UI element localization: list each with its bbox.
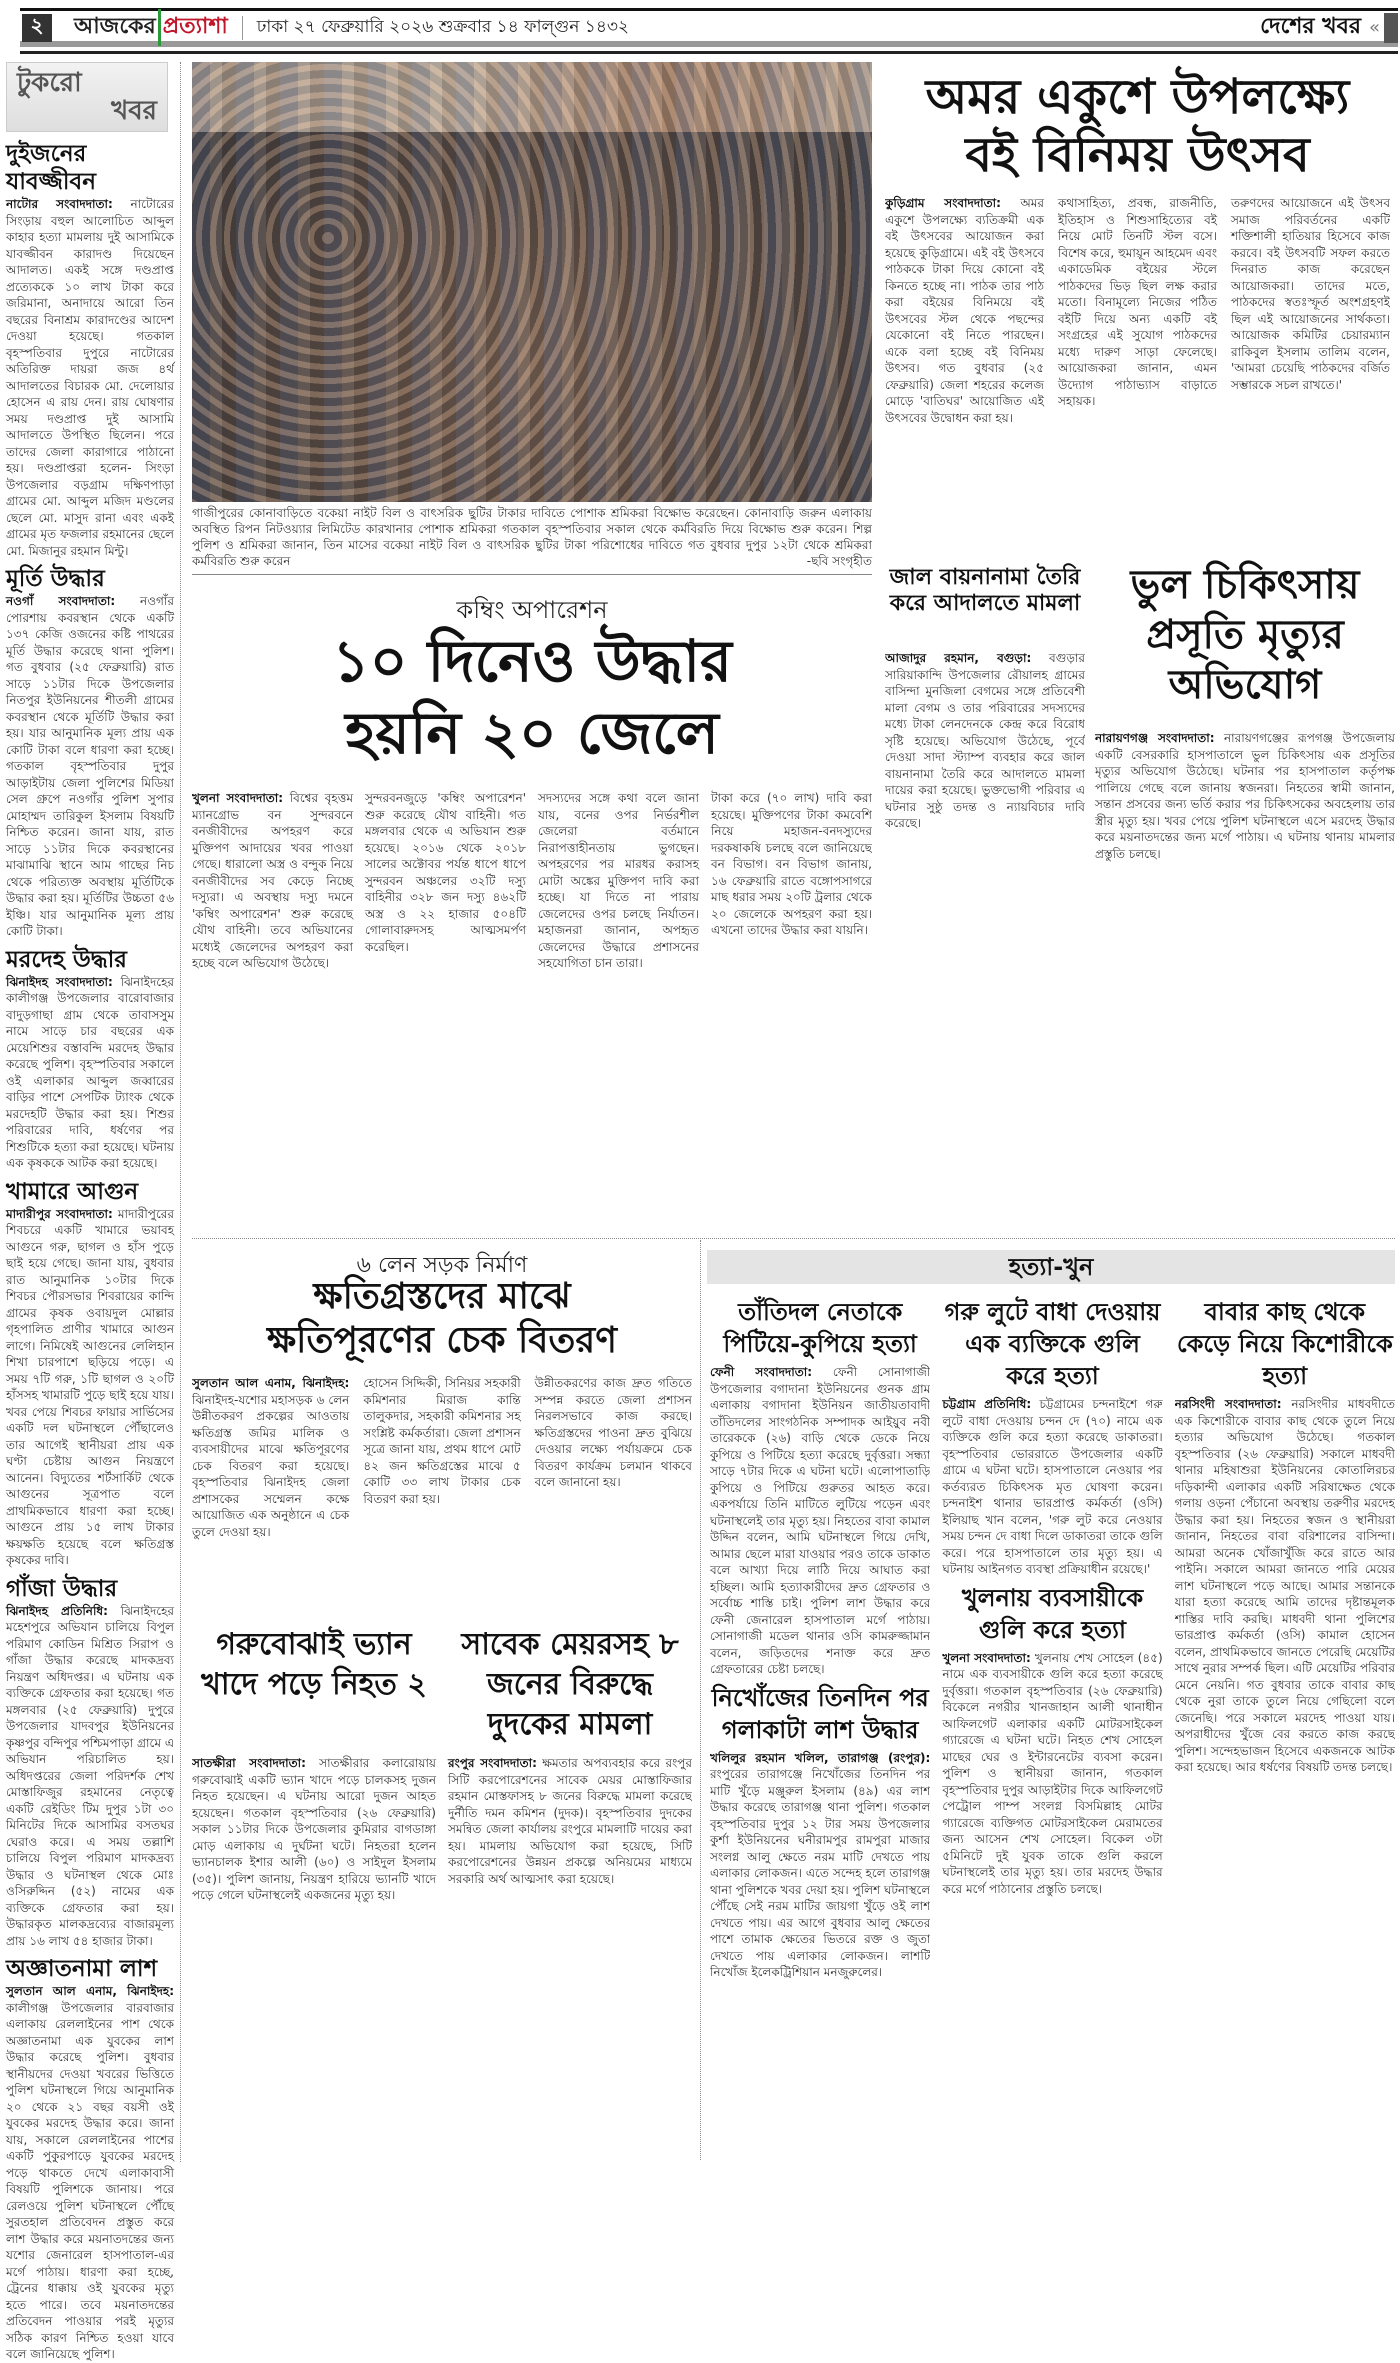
page-number: ২: [22, 14, 52, 42]
logo-main: আজকের: [74, 14, 156, 39]
story-combing-body: [192, 790, 872, 1220]
story-column: সদস্যদের সঙ্গে কথা বলে জানা যায়, বনের ওপর নির্ভরশীল জেলেরা বর্তমানে নিরাপত্তাহীনতায় ভুগছেন। অপহরণের পর মারধর করাসহ মোটা অঙ্কের মুক্তিপণ দাবি করা হচ্ছে। যা দিতে না পারায় জেলেদের ওপর চলছে নির্যাতন। মহাজনরা জানান, অপহৃত জেলেদের উদ্ধারে প্রশাসনের সহযোগিতা চান তারা।: [538, 791, 699, 970]
brief-item: [6, 1178, 174, 1569]
story-khulna-body: খুলনা সংবাদদাতা: খুলনায় শেখ সোহেল (৪৫) নামে এক ব্যবসায়ীকে গুলি করে হত্যা করেছে দুর্বৃত্তরা। গতকাল বৃহস্পতিবার (২৬ ফেব্রুয়ারি) বিকেলে নগরীর খানজাহান আলী থানাধীন আফিলগেট এলাকার একটি মোটরসাইকেল গ্যারেজে এ ঘটনা ঘটে। নিহত শেখ সোহেল মাছের ঘের ও ইন্টারনেটের ব্যবসা করেন। পুলিশ ও স্থানীয়রা জানান, গতকাল বৃহস্পতিবার দুপুর আড়াইটার দিকে আফিলগেট পেট্রোল পাম্প সংলগ্ন বিসমিল্লাহ মোটর গ্যারেজে ব্যক্তিগত মোটরসাইকেল মেরামতের জন্য আসেন শেখ সোহেল। বিকেল ৩টা ৫মিনিটে দুই যুবক তাকে গুলি করলে ঘটনাস্থলেই তার মৃত্যু হয়। তার মরদেহ উদ্ধার করে মর্গে পাঠানোর প্রস্তুতি চলছে।: [942, 1650, 1163, 1896]
column-divider: [700, 1240, 701, 2160]
story-goru-lut-body: চট্টগ্রাম প্রতিনিধি: চট্টগ্রামের চন্দনাইশে গরু লুটে বাধা দেওয়ায় চন্দন দে (৭০) নামে এক ব্যক্তিকে গুলি করে হত্যা করেছে ডাকাতরা। বৃহস্পতিবার ভোররাতে উপজেলার একটি গ্রামে এ ঘটনা ঘটে। হাসপাতালে নেওয়ার পর কর্তব্যরত চিকিৎসক মৃত ঘোষণা করেন। চন্দনাইশ থানার ভারপ্রাপ্ত কর্মকর্তা (ওসি) ইলিয়াছ খান বলেন, 'গরু লুট করে নেওয়ার সময় চন্দন দে বাধা দিলে ডাকাতরা তাকে গুলি করে। পরে হাসপাতালে তার মৃত্যু হয়। এ ঘটনায় আইনগত ব্যবস্থা প্রক্রিয়াধীন রয়েছে।': [942, 1397, 1163, 1576]
khun-column-1: [710, 1292, 930, 2162]
headline-kishori: বাবার কাছ থেকে কেড়ে নিয়ে কিশোরীকে হত্যা: [1176, 1298, 1393, 1390]
double-story-body: [192, 1755, 692, 2155]
hotya-khun-stories: [710, 1292, 1395, 2162]
double-chevron-left-icon: «: [1368, 17, 1380, 38]
brief-title: গাঁজা উদ্ধার: [6, 1575, 118, 1602]
brief-body: ঝিনাইদহ সংবাদদাতা: ঝিনাইদহের কালীগঞ্জ উপজেলার বারোবাজার বাদুড়গাছা গ্রাম থেকে তাবাসসুম নামে সাড়ে চার বছরের এক মেয়েশিশুর বস্তাবন্দি মরদেহ উদ্ধার করেছে পুলিশ। বৃহস্পতিবার সকালে ওই এলাকার আব্দুল জব্বারের বাড়ির পাশে সেপটিক ট্যাংক থেকে মরদেহটি উদ্ধার করা হয়। শিশুর পরিবারের দাবি, ধর্ষণের পর শিশুটিকে হত্যা করা হয়েছে। ঘটনায় এক কৃষককে আটক করা হয়েছে।: [6, 974, 174, 1170]
brief-item: [6, 1955, 174, 2363]
logo-accent: প্রত্যাশা: [158, 9, 228, 46]
newspaper-logo: [74, 9, 228, 46]
headline-nikhoj-lash: নিখোঁজের তিনদিন পর গলাকাটা লাশ উদ্ধার: [711, 1683, 929, 1744]
masthead: [20, 8, 1398, 54]
story-column: হোসেন সিদ্দিকী, সিনিয়র সহকারী কমিশনার মিরাজ কান্তি তালুকদার, সহকারী কমিশনার সহ সংশ্লিষ্ট কর্মকর্তারা। জেলা প্রশাসন সূত্রে জানা যায়, প্রথম ধাপে মোট ৪২ জন ক্ষতিগ্রস্তের মাঝে ৫ কোটি ৩৩ লাখ টাকার চেক বিতরণ করা হয়।: [363, 1376, 521, 1506]
story-nikhoj-body: খলিলুর রহমান খলিল, তারাগঞ্জ (রংপুর): রংপুরের তারাগঞ্জে নিখোঁজের তিনদিন পর মাটি খুঁড়ে মঞ্জুরুল ইসলাম (৪৯) এর লাশ উদ্ধার করেছে তারাগঞ্জ থানা পুলিশ। গতকাল বৃহস্পতিবার দুপুর ১২ টার সময় উপজেলার কুর্শা ইউনিয়নের ঘনীরামপুর রামপুরা মাজার সংলগ্ন আলু ক্ষেতে নরম মাটি দেখতে পায় এলাকার লোকজন। এতে সন্দেহ হলে তারাগঞ্জ থানা পুলিশকে খবর দেয়া হয়। পুলিশ ঘটনাস্থলে পৌঁছে সেই নরম মাটির জায়গা খুঁড়ে ওই লাশ দেখতে পায়। এর আগে বুধবার আলু ক্ষেতের পাশে তামাক ক্ষেতের ভিতরে রক্ত ও জুতা দেখতে পায় এলাকার লোকজন। লাশটি নিখোঁজ ইলেকট্রিশিয়ান মনজুরুলের।: [710, 1750, 931, 1979]
brief-body: নওগাঁ সংবাদদাতা: নওগাঁর পোরশায় কবরস্থান থেকে একটি ১৩৭ কেজি ওজনের কষ্টি পাথরের মূর্তি উদ্ধার করেছে থানা পুলিশ। গত বুধবার (২৫ ফেব্রুয়ারি) রাত সাড়ে ১১টার দিকে উপজেলার নিতপুর ইউনিয়নের শীতলী গ্রামের কবরস্থান থেকে মূর্তিটি উদ্ধার করা হয়। যার আনুমানিক মূল্য প্রায় এক কোটি টাকা বলে ধারণা করা হচ্ছে। গতকাল বৃহস্পতিবার দুপুর আড়াইটায় জেলা পুলিশের মিডিয়া সেল গ্রুপে নওগাঁর পুলিশ সুপার মোহাম্মদ তারিকুল ইসলাম বিষয়টি নিশ্চিত করেন। জানা যায়, রাত সাড়ে ১১টার দিকে কবরস্থানের মাঝামাঝি স্থানে আম গাছের নিচ থেকে পরিত্যক্ত অবস্থায় মূর্তিটিকে উদ্ধার করা হয়। মূর্তিটির উচ্চতা ৫৬ ইঞ্চি। যার আনুমানিক মূল্য প্রায় কোটি টাকা।: [6, 594, 174, 938]
brief-body: সুলতান আল এনাম, ঝিনাইদহ: কালীগঞ্জ উপজেলার বারবাজার এলাকায় রেললাইনের পাশ থেকে অজ্ঞাতনামা এক যুবকের লাশ উদ্ধার করেছে পুলিশ। বুধবার স্থানীয়দের দেওয়া খবরের ভিত্তিতে পুলিশ ঘটনাস্থলে গিয়ে আনুমানিক ২০ থেকে ২১ বছর বয়সী ওই যুবকের মরদেহ উদ্ধার করে। জানা যায়, সকালে রেললাইনের পাশের একটি পুকুরপাড়ে যুবকের মরদেহ পড়ে থাকতে দেখে এলাকাবাসী বিষয়টি পুলিশকে জানায়। পরে রেলওয়ে পুলিশ ঘটনাস্থলে পৌঁছে সুরতহাল প্রতিবেদন প্রস্তুত করে লাশ উদ্ধার করে ময়নাতদন্তের জন্য যশোর জেনারেল হাসপাতাল-এর মর্গে পাঠায়। ধারণা করা হচ্ছে, ট্রেনের ধাক্কায় ওই যুবকের মৃত্যু হতে পারে। তবে ময়নাতদন্তের প্রতিবেদন পাওয়ার পরই মৃত্যুর সঠিক কারণ নিশ্চিত হওয়া যাবে বলে জানিয়েছে পুলিশ।: [6, 1984, 174, 2361]
caption-text: গাজীপুরের কোনাবাড়িতে বকেয়া নাইট বিল ও বাৎসরিক ছুটির টাকার দাবিতে পোশাক শ্রমিকরা বিক্ষোভ করেছেন। কোনাবাড়ি জরুন এলাকায় অবস্থিত রিপন নিটওয়্যার লিমিটেড কারখানার পোশাক শ্রমিকরা গতকাল বৃহস্পতিবার সকাল থেকে কর্মবিরতি দিয়ে বিক্ষোভ শুরু করেন। শিল্প পুলিশ ও শ্রমিকরা জানান, তিন মাসের বকেয়া নাইট বিল ও বাৎসরিক ছুটির টাকা পরিশোধের দাবিতে গত বুধবার দুপুর ১২টা থেকে শ্রমিকরা কর্মবিরতি শুরু করেন: [192, 506, 872, 568]
tukro-khobor-banner: [6, 62, 168, 132]
headline-mayor-dudok: সাবেক মেয়রসহ ৮ জনের বিরুদ্ধে দুদকের মামলা: [461, 1627, 679, 1742]
brief-item: [6, 565, 174, 940]
brief-body: নাটোর সংবাদদাতা: নাটোরের সিংড়ায় বহুল আলোচিত আব্দুল কাহার হত্যা মামলায় দুই আসামিকে যাবজ্জীবন কারাদণ্ড দিয়েছেন আদালত। একই সঙ্গে দণ্ডপ্রাপ্ত প্রত্যেককে ১০ লাখ টাকা করে জরিমানা, অনাদায়ে আরো তিন বছরের বিনাশ্রম কারাদণ্ডের আদেশ দেওয়া হয়েছে। গতকাল বৃহস্পতিবার দুপুরে নাটোরের অতিরিক্ত দায়রা জজ ৪র্থ আদালতের বিচারক মো. দেলোয়ার হোসেন এ রায় দেন। রায় ঘোষণার সময় দণ্ডপ্রাপ্ত দুই আসামি আদালতে উপস্থিত ছিলেন। পরে তাদের জেলা কারাগারে পাঠানো হয়। দণ্ডপ্রাপ্তরা হলেন- সিংড়া উপজেলার বড়গ্রাম দক্ষিণপাড়া গ্রামের মো. আব্দুল মজিদ মণ্ডলের ছেলে মো. মাসুদ রানা এবং একই গ্রামের মৃত ফজলার রহমানের ছেলে মো. মিজানুর রহমান মিন্টু।: [6, 197, 174, 558]
double-headline-row: [192, 1625, 692, 1745]
photo-caption: [192, 505, 872, 575]
date-line: ঢাকা ২৭ ফেব্রুয়ারি ২০২৬ শুক্রবার ১৪ ফাল্গুন ১৪৩২: [256, 16, 629, 37]
story-column: টাকা করে (৭০ লাখ) দাবি করা হয়েছে। মুক্তিপণের টাকা কমবেশি নিয়ে মহাজন-বনদস্যুদের দরকষাকষি চলছে বলে জানিয়েছে বন বিভাগ। বন বিভাগ জানায়, ১৬ ফেব্রুয়ারি রাতে বঙ্গোপসাগরে মাছ ধরার সময় ২০টি ট্রলার থেকে ২০ জেলেকে অপহরণ করা হয়। এখনো তাদের উদ্ধার করা যায়নি।: [711, 791, 872, 937]
story-column: খুলনা সংবাদদাতা: বিশ্বের বৃহত্তম ম্যানগ্রোভ বন সুন্দরবনে বনজীবীদের অপহরণ করে মুক্তিপণ আদায়ের খবর পাওয়া গেছে। ধারালো অস্ত্র ও বন্দুক নিয়ে বনজীবীদের সব কেড়ে নিচ্ছে দস্যুরা। এ অবস্থায় দস্যু দমনে 'কম্বিং অপারেশন' শুরু করেছে যৌথ বাহিনী। তবে অভিযানের মধ্যেই জেলেদের অপহরণ করা হচ্ছে বলে অভিযোগ উঠেছে।: [192, 791, 353, 970]
headline-ekushe: অমর একুশে উপলক্ষ্যে বই বিনিময় উৎসব: [925, 69, 1350, 183]
headline-bhul-chikitsa: ভুল চিকিৎসায় প্রসূতি মৃত্যুর অভিযোগ: [1130, 562, 1360, 708]
kicker-sarak: ৬ লেন সড়ক নির্মাণ: [356, 1253, 528, 1278]
story-bhul-body: নারায়ণগঞ্জ সংবাদদাতা: নারায়ণগঞ্জের রূপগঞ্জ উপজেলায় একটি বেসরকারি হাসপাতালে ভুল চিকিৎসায় এক প্রসূতির মৃত্যুর অভিযোগ উঠেছে। ঘটনার পর হাসপাতাল কর্তৃপক্ষ পালিয়ে গেছে বলে জানায় স্বজনরা। নিহতের স্বামী জানান, সন্তান প্রসবের জন্য ভর্তি করার পর চিকিৎসকের অবহেলায় তার স্ত্রীর মৃত্যু হয়। খবর পেয়ে পুলিশ ঘটনাস্থলে এসে মরদেহ উদ্ধার করে ময়নাতদন্তের জন্য মর্গে পাঠায়। এ ঘটনায় থানায় মামলার প্রস্তুতি চলছে।: [1095, 731, 1395, 861]
story-column: সুলতান আল এনাম, ঝিনাইদহ: ঝিনাইদহ-যশোর মহাসড়ক ৬ লেন উন্নীতকরণ প্রকল্পের আওতায় ক্ষতিগ্রস্ত জমির মালিক ও ব্যবসায়ীদের মাঝে ক্ষতিপূরণের চেক বিতরণ করা হয়েছে। বৃহস্পতিবার ঝিনাইদহ জেলা প্রশাসকের সম্মেলন কক্ষে আয়োজিত এক অনুষ্ঠানে এ চেক তুলে দেওয়া হয়।: [192, 1376, 350, 1539]
brief-title: খামারে আগুন: [6, 1178, 139, 1205]
headline-khulna-byabsayi: খুলনায় ব্যবসায়ীকে গুলি করে হত্যা: [961, 1583, 1144, 1644]
brief-item: [6, 140, 174, 559]
story-column: তরুণদের আয়োজনে এই উৎসব সমাজ পরিবর্তনের একটি শক্তিশালী হাতিয়ার হিসেবে কাজ করবে। বই উৎসবটি সফল করতে দিনরাত কাজ করেছেন আয়োজকরা। তাদের মতে, পাঠকদের স্বতঃস্ফূর্ত অংশগ্রহণই ছিল এই আয়োজনের সার্থকতা। আয়োজক কমিটির চেয়ারম্যান রাকিবুল ইসলাম তালিম বলেন, 'আমরা চেয়েছি পাঠকদের বর্জিত সম্ভারকে সচল রাখতে।': [1231, 196, 1390, 392]
headline-jal-baynanama: জাল বায়নানামা তৈরি করে আদালতে মামলা: [889, 565, 1081, 616]
brief-body: মাদারীপুর সংবাদদাতা: মাদারীপুরের শিবচরে একটি খামারে ভয়াবহ আগুনে গরু, ছাগল ও হাঁস পুড়ে ছাই হয়ে গেছে। জানা যায়, বুধবার রাত আনুমানিক ১০টার দিকে শিবচর পৌরসভার শিবরায়ের কান্দি গ্রামের কৃষক ওবায়দুল মোল্লার গৃহপালিত প্রাণীর খামারে আগুন লাগে। নিমিষেই আগুনের লেলিহান শিখা চারপাশে ছড়িয়ে পড়ে। এ সময় ৭টি গরু, ১টি ছাগল ও ২০টি হাঁসসহ খামারটি পুড়ে ছাই হয়ে যায়। খবর পেয়ে শিবচর ফায়ার সার্ভিসের একটি দল ঘটনাস্থলে পৌঁছালেও তার আগেই স্থানীয়রা প্রায় এক ঘণ্টা চেষ্টায় আগুন নিয়ন্ত্রণে আনেন। বিদ্যুতের শর্টসার্কিট থেকে আগুনের সূত্রপাত বলে প্রাথমিকভাবে ধারণা করা হচ্ছে। আগুনে প্রায় ১৫ লাখ টাকার ক্ষয়ক্ষতি হয়েছে বলে ক্ষতিগ্রস্ত কৃষকের দাবি।: [6, 1206, 174, 1567]
section-name: দেশের খবর: [1260, 14, 1361, 39]
story-tatidol-body: ফেনী সংবাদদাতা: ফেনী সোনাগাজী উপজেলার বগাদানা ইউনিয়নের গুনক গ্রাম এলাকায় বগাদানা ইউনিয়ন জাতীয়তাবাদী তাঁতিদলের সাংগঠনিক সম্পাদক আইয়ুব নবী তারেককে (২৬) বাড়ি থেকে ডেকে নিয়ে কুপিয়ে ও পিটিয়ে হত্যা করেছে দুর্বৃত্তরা। সন্ধ্যা সাড়ে ৭টার দিকে এ ঘটনা ঘটে। এলোপাতাড়ি কুপিয়ে ও পিটিয়ে গুরুতর আহত করে। একপর্যায়ে তিনি মাটিতে লুটিয়ে পড়েন এবং ঘটনাস্থলেই তার মৃত্যু হয়। নিহতের বাবা কামাল উদ্দিন বলেন, আমি ঘটনাস্থলে গিয়ে দেখি, আমার ছেলে মারা যাওয়ার পরও তাকে ডাকাত বলে আখ্যা দিয়ে লাঠি দিয়ে আঘাত করা হচ্ছিল। আমি হত্যাকারীদের দ্রুত গ্রেফতার ও সর্বোচ্চ শাস্তি চাই। পুলিশ লাশ উদ্ধার করে ফেনী জেনারেল হাসপাতাল মর্গে পাঠায়। সোনাগাজী মডেল থানার ওসি কামরুজ্জামান বলেন, জড়িতদের শনাক্ত করে দ্রুত গ্রেফতারের চেষ্টা চলছে।: [710, 1365, 931, 1676]
story-column: কথাসাহিত্য, প্রবন্ধ, রাজনীতি, ইতিহাস ও শিশুসাহিত্যের বই নিয়ে মোট তিনটি স্টল বসে। বিশেষ করে, হুমায়ূন আহমেদ এবং একাডেমিক বইয়ের স্টলে পাঠকদের ভিড় ছিল লক্ষ করার মতো। বিনামূল্যে নিজের পঠিত বইটি দিয়ে অন্য একটি বই সংগ্রহের এই সুযোগ পাঠকদের মধ্যে দারুণ সাড়া ফেলেছে। আয়োজকরা জানান, এমন উদ্যোগ পাঠাভ্যাস বাড়াতে সহায়ক।: [1058, 196, 1217, 408]
story-column: সুন্দরবনজুড়ে 'কম্বিং অপারেশন' শুরু করেছে যৌথ বাহিনী। গত মঙ্গলবার থেকে এ অভিযান শুরু হয়েছে। ২০১৬ থেকে ২০১৮ সালের অক্টোবর পর্যন্ত ধাপে ধাপে সুন্দরবন অঞ্চলের ৩২টি দস্যু বাহিনীর ৩২৮ জন দস্যু ৪৬২টি অস্ত্র ও ২২ হাজার ৫০৪টি গোলাবারুদসহ আত্মসমর্পণ করেছিল।: [365, 791, 526, 954]
banner-top: টুকরো: [17, 68, 82, 98]
photo-crowd: [192, 62, 872, 502]
lead-photo-protest: [192, 62, 872, 502]
story-column: উন্নীতকরণের কাজ দ্রুত গতিতে সম্পন্ন করতে জেলা প্রশাসন নিরলসভাবে কাজ করছে। ক্ষতিগ্রস্তদের পাওনা দ্রুত বুঝিয়ে দেওয়ার লক্ষ্যে পর্যায়ক্রমে চেক বিতরণ কার্যক্রম চলমান থাকবে বলে জানানো হয়।: [534, 1376, 692, 1489]
brief-title: দুইজনের যাবজ্জীবন: [6, 141, 96, 195]
khun-column-3: [1175, 1292, 1395, 2162]
brief-body: ঝিনাইদহ প্রতিনিধি: ঝিনাইদহের মহেশপুরে অভিযান চালিয়ে বিপুল পরিমাণ কোডিন মিশ্রিত সিরাপ ও গাঁজা উদ্ধার করেছে মাদকদ্রব্য নিয়ন্ত্রণ অধিদপ্তর। এ ঘটনায় এক ব্যক্তিকে গ্রেফতার করা হয়েছে। গত মঙ্গলবার (২৫ ফেব্রুয়ারি) দুপুরে উপজেলার যাদবপুর ইউনিয়নের কৃষ্ণপুর বন্দিপুর পশ্চিমপাড়া গ্রামে এ অভিযান পরিচালিত হয়। অধিদপ্তরের জেলা পরিদর্শক শেখ মোস্তাফিজুর রহমানের নেতৃত্বে একটি রেইডিং টিম দুপুর ১টা ৩০ মিনিটের দিকে আসামির বসতঘর ঘেরাও করে। এ সময় তল্লাশি চালিয়ে বিপুল পরিমাণ মাদকদ্রব্য উদ্ধার ও ঘটনাস্থল থেকে মোঃ ওসিরুদ্দিন (৫২) নামের এক ব্যক্তিকে গ্রেফতার করা হয়। উদ্ধারকৃত মালকদ্রব্যের বাজারমূল্য প্রায় ১৬ লাখ ৫৪ হাজার টাকা।: [6, 1603, 174, 1948]
banner-bottom: খবর: [111, 96, 157, 126]
section-header-hotya-khun: হত্যা-খুন: [707, 1250, 1395, 1284]
brief-item: [6, 946, 174, 1172]
headline-goru-van: গরুবোঝাই ভ্যান খাদে পড়ে নিহত ২: [201, 1627, 427, 1702]
masthead-divider: [242, 16, 243, 40]
story-ekushe-body: [885, 195, 1390, 565]
headline-sarak: ক্ষতিগ্রস্তদের মাঝে ক্ষতিপূরণের চেক বিতরণ: [267, 1276, 617, 1361]
story-jal-body: আজাদুর রহমান, বগুড়া: বগুড়ার সারিয়াকান্দি উপজেলার রৌয়ালহ গ্রামের বাসিন্দা মুনজিলা বেগমের সঙ্গে প্রতিবেশী মালা বেগম ও তার পরিবারের সদস্যদের মধ্যে টাকা লেনদেনকে কেন্দ্র করে বিরোধ সৃষ্টি হয়েছে। অভিযোগ উঠেছে, পূর্বে দেওয়া সাদা স্ট্যাম্প ব্যবহার করে জাল বায়নানামা তৈরি করে আদালতে মামলা দায়ের করা হয়েছে। ভুক্তভোগী পরিবার এ ঘটনার সুষ্ঠু তদন্ত ও ন্যায়বিচার দাবি করেছে।: [885, 651, 1085, 830]
section-divider: [192, 1238, 1395, 1239]
brief-title: মরদেহ উদ্ধার: [6, 946, 127, 973]
story-mayor-body: রংপুর সংবাদদাতা: ক্ষমতার অপব্যবহার করে রংপুর সিটি করপোরেশনের সাবেক মেয়র মোস্তাফিজার রহমান মোস্তফাসহ ৮ জনের বিরুদ্ধে মামলা করেছে দুর্নীতি দমন কমিশন (দুদক)। বৃহস্পতিবার দুদকের সমন্বিত জেলা কার্যালয় রংপুরে মামলাটি দায়ের করা হয়। মামলায় অভিযোগ করা হয়েছে, সিটি করপোরেশনের উন্নয়ন প্রকল্পে অনিয়মের মাধ্যমে সরকারি অর্থ আত্মসাৎ করা হয়েছে।: [448, 1756, 692, 1886]
khun-column-2: [942, 1292, 1162, 2162]
story-kishori-body: নরসিংদী সংবাদদাতা: নরসিংদীর মাধবদীতে এক কিশোরীকে বাবার কাছ থেকে তুলে নিয়ে হত্যার অভিযোগ উঠেছে। গতকাল বৃহস্পতিবার (২৬ ফেব্রুয়ারি) সকালে মাধবদী থানার মহিষাশুরা ইউনিয়নের কোতালিরচর দড়িকান্দী এলাকার একটি সরিষাক্ষেত থেকে গলায় ওড়না পেঁচানো অবস্থায় তরুণীর মরদেহ উদ্ধার করা হয়। নিহতের স্বজন ও স্থানীয়রা জানান, নিহতের বাবা বরিশালের বাসিন্দা। আমরা অনেক খোঁজাখুঁজি করে রাতে আর পাইনি। সকালে আমরা জানতে পারি মেয়ের লাশ ঘটনাস্থলে পড়ে আছে। আমার সন্তানকে যারা হত্যা করেছে আমি তাদের দৃষ্টান্তমূলক শাস্তির দাবি করছি। মাধবদী থানা পুলিশের ভারপ্রাপ্ত কর্মকর্তা (ওসি) কামাল হোসেন বলেন, প্রাথমিকভাবে জানতে পেরেছি মেয়েটির সাথে নুরার সম্পর্ক ছিল। এটি মেয়েটির পরিবার মেনে নেয়নি। গত বুধবার তাকে বাবার কাছ থেকে নুরা তাকে তুলে নিয়ে গেছিলো বলে জেনেছি। পরে সকালে মরদেহ পাওয়া যায়। অপরাধীদের খুঁজে বের করতে কাজ করছে পুলিশ। সন্দেহভাজন হিসেবে একজনকে আটক করা হয়েছে। আর ধর্ষণের বিষয়টি তদন্ত চলছে।: [1174, 1397, 1395, 1774]
story-sarak-body: [192, 1375, 692, 1610]
kicker-combing: কম্বিং অপারেশন: [456, 596, 608, 624]
brief-title: অজ্ঞাতনামা লাশ: [6, 1956, 158, 1982]
brief-item: [6, 1575, 174, 1950]
photo-credit: -ছবি সংগৃহীত: [806, 554, 872, 568]
brief-title: মূর্তি উদ্ধার: [6, 566, 105, 592]
headline-combing: ১০ দিনেও উদ্ধার হয়নি ২০ জেলে: [332, 627, 732, 767]
headline-tatidol: তাঁতিদল নেতাকে পিটিয়ে-কুপিয়ে হত্যা: [723, 1298, 917, 1358]
story-column: কুড়িগ্রাম সংবাদদাতা: অমর একুশে উপলক্ষ্যে ব্যতিক্রমী এক বই উৎসবের আয়োজন করা হয়েছে কুড়িগ্রামে। এই বই উৎসবে পাঠককে টাকা দিয়ে কোনো বই কিনতে হচ্ছে না। পাঠক তার পাঠ করা বইয়ের বিনিময়ে বই উৎসবের স্টল থেকে পছন্দের যেকোনো বই নিতে পারছেন। একে বলা হচ্ছে বই বিনিময় উৎসব। গত বুধবার (২৫ ফেব্রুয়ারি) জেলা শহরের কলেজ মোড়ে 'বাতিঘর' আয়োজিত এই উৎসবের উদ্বোধন করা হয়।: [885, 196, 1044, 425]
headline-goru-lut: গরু লুটে বাধা দেওয়ায় এক ব্যক্তিকে গুলি করে হত্যা: [944, 1298, 1161, 1390]
story-goru-van-body: সাতক্ষীরা সংবাদদাতা: সাতক্ষীরার কলারোয়ায় গরুবোঝাই একটি ভ্যান খাদে পড়ে চালকসহ দুজন নিহত হয়েছেন। এ ঘটনায় আরো দুজন আহত হয়েছেন। গতকাল বৃহস্পতিবার (২৬ ফেব্রুয়ারি) সকাল ১১টার দিকে উপজেলার কুমিরার বাগডাঙ্গা মোড় এলাকায় এ দুর্ঘটনা ঘটে। নিহতরা হলেন ভ্যানচালক ইশার আলী (৬০) ও সাইদুল ইসলাম (৩৫)। পুলিশ জানায়, নিয়ন্ত্রণ হারিয়ে ভ্যানটি খাদে পড়ে গেলে ঘটনাস্থলেই একজনের মৃত্যু হয়।: [192, 1756, 436, 1902]
sidebar-tukro-khobor: [6, 62, 181, 2361]
page-edge-tab: [1384, 13, 1398, 43]
